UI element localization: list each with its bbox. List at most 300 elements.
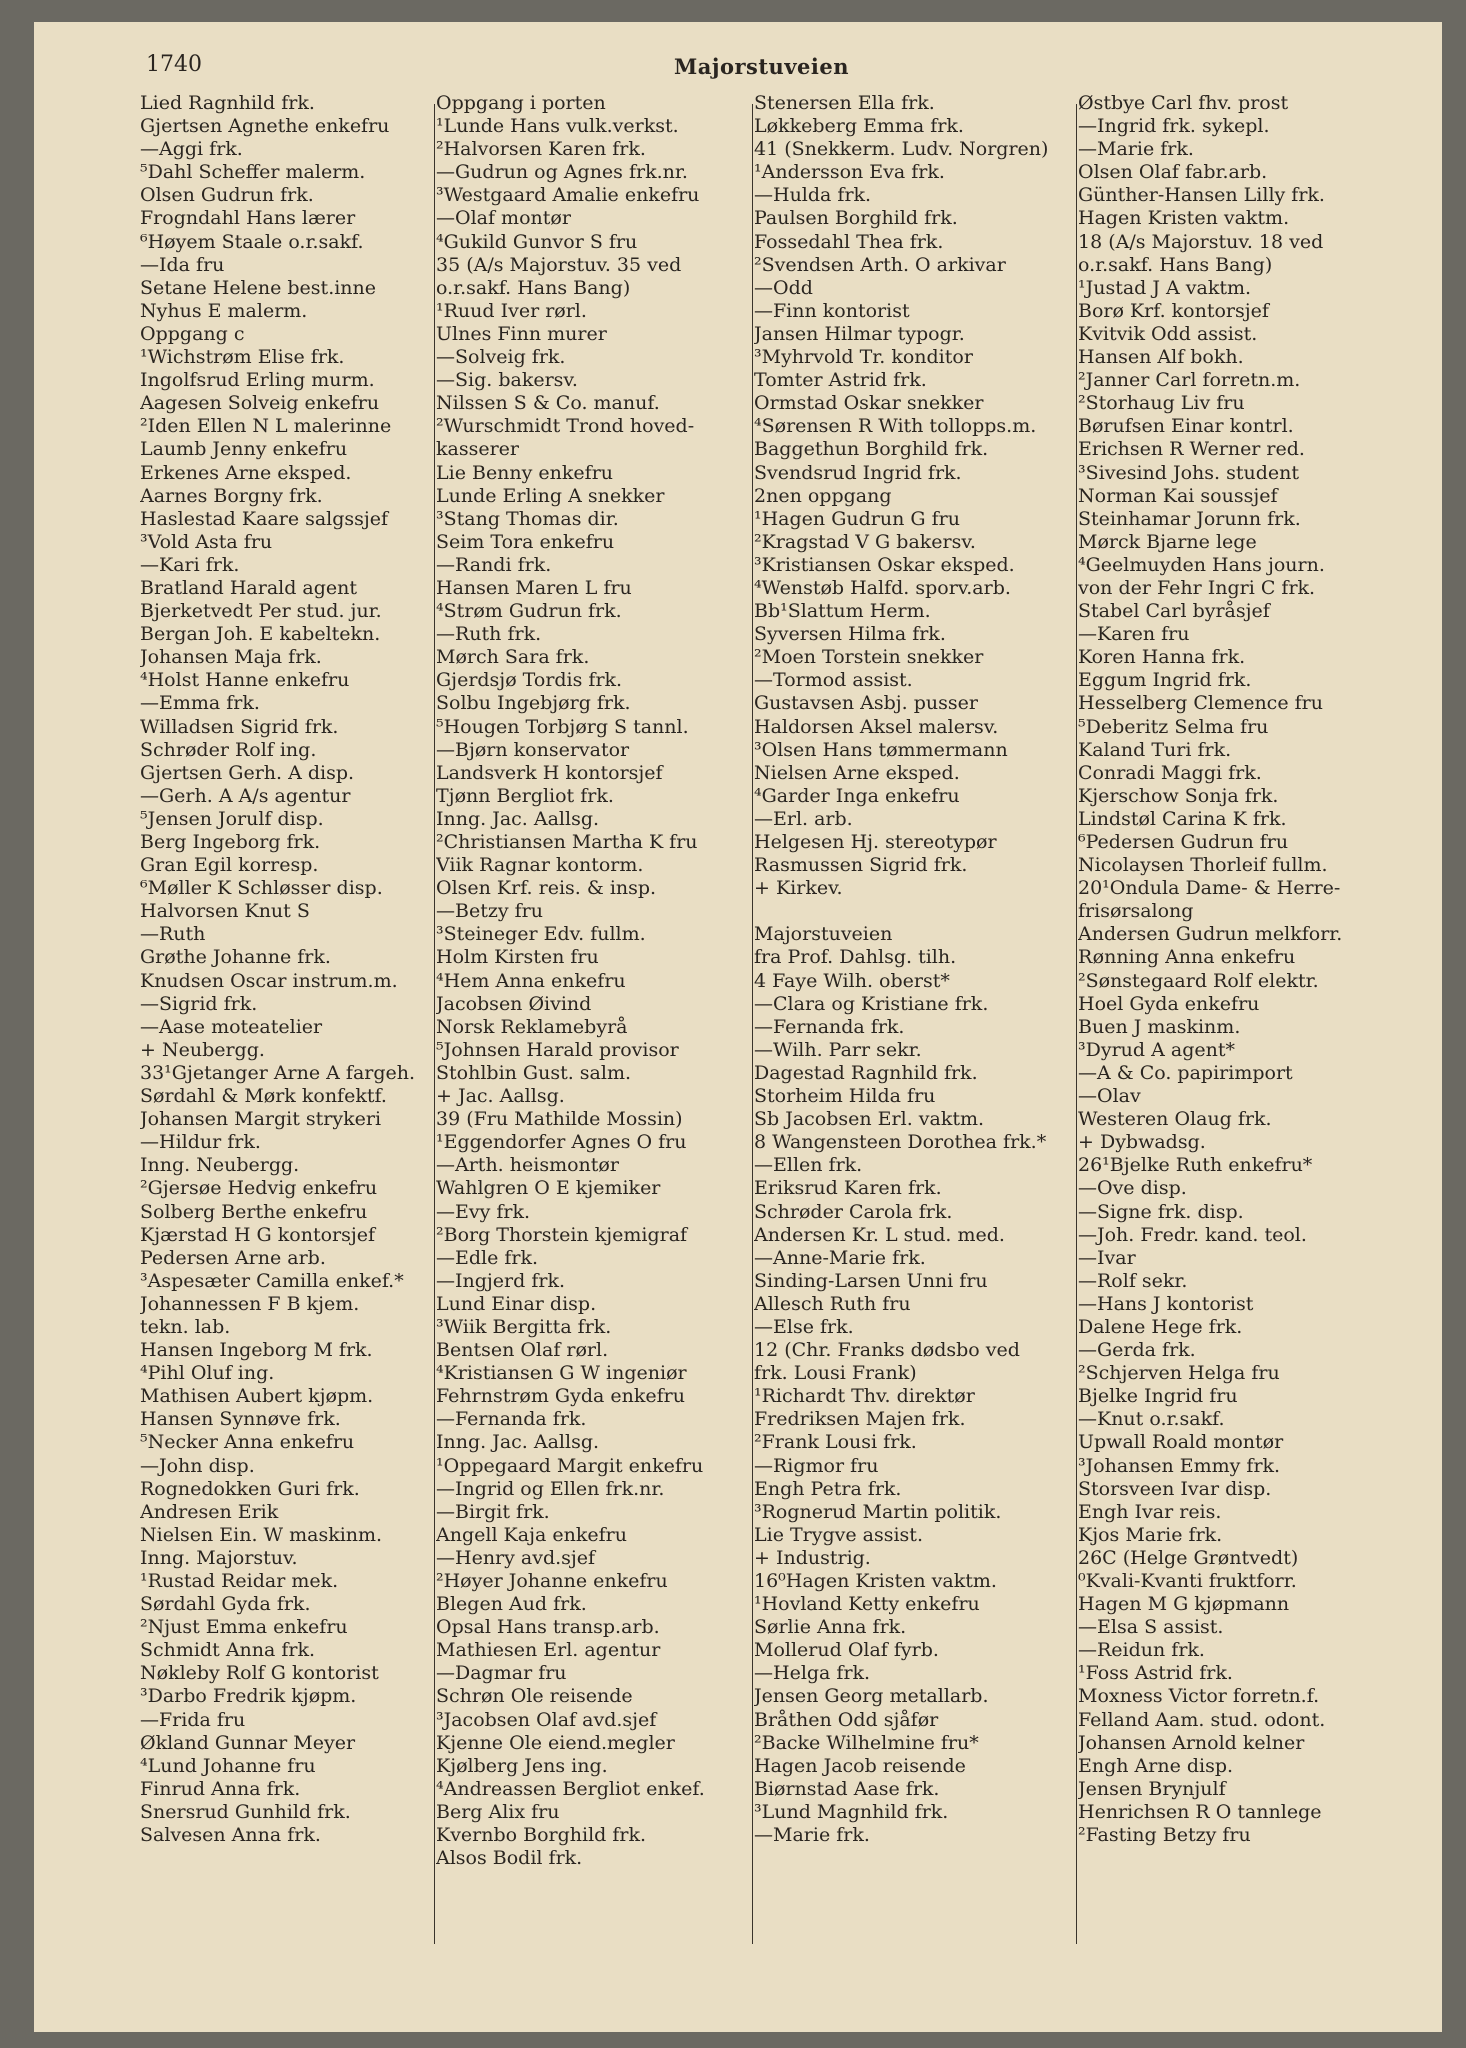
directory-entry: Sørdahl Gyda frk. (140, 1593, 311, 1616)
directory-entry: ⁴Holst Hanne enkefru (140, 669, 350, 692)
directory-entry: + Neubergg. (140, 1038, 265, 1061)
directory-entry: ²Borg Thorstein kjemigraf (436, 1223, 688, 1246)
directory-entry: —Aase moteatelier (140, 1015, 323, 1038)
directory-entry: Engh Petra frk. (754, 1477, 902, 1500)
directory-entry: Andersen Gudrun melkforr. (1078, 923, 1343, 946)
directory-entry: Johannessen F B kjem. (140, 1292, 360, 1315)
directory-entry: Inng. Jac. Aallsg. (436, 807, 600, 830)
directory-entry: 4 Faye Wilh. oberst* (754, 969, 950, 992)
directory-entry: Gjertsen Gerh. A disp. (140, 761, 355, 784)
directory-entry: —Olav (1078, 1085, 1141, 1108)
directory-entry: ⁶Møller K Schløsser disp. (140, 877, 383, 900)
directory-entry: Holm Kirsten fru (436, 946, 599, 969)
directory-entry: —Ellen frk. (754, 1154, 863, 1177)
directory-entry: Nøkleby Rolf G kontorist (140, 1662, 379, 1685)
directory-entry: Ingolfsrud Erling murm. (140, 369, 375, 392)
column-2 (436, 92, 754, 1870)
directory-entry: ²Janner Carl forretn.m. (1078, 369, 1301, 392)
directory-entry: Finrud Anna frk. (140, 1777, 301, 1800)
directory-entry: Schmidt Anna frk. (140, 1639, 316, 1662)
directory-entry: Opsal Hans transp.arb. (436, 1616, 660, 1639)
directory-entry: + Kirkev. (754, 877, 843, 900)
directory-entry: —Gerh. A A/s agentur (140, 784, 351, 807)
directory-entry: Bjerketvedt Per stud. jur. (140, 600, 382, 623)
directory-entry: ²Gjersøe Hedvig enkefru (140, 1177, 378, 1200)
directory-entry: ²Moen Torstein snekker (754, 646, 984, 669)
directory-entry: Kvitvik Odd assist. (1078, 322, 1258, 345)
directory-entry: Østbye Carl fhv. prost (1078, 92, 1289, 114)
directory-entry: —Betzy fru (436, 900, 543, 923)
directory-entry: Oppgang i porten (436, 92, 606, 114)
directory-entry: Paulsen Borghild frk. (754, 207, 958, 230)
directory-entry: ²Sønstegaard Rolf elektr. (1078, 969, 1319, 992)
directory-entry: ³Steineger Edv. fullm. (436, 923, 646, 946)
directory-entry: Rasmussen Sigrid frk. (754, 854, 968, 877)
directory-entry: Kjerschow Sonja frk. (1078, 784, 1279, 807)
directory-entry: Hagen Kristen vaktm. (1078, 207, 1290, 230)
directory-entry: Fredriksen Majen frk. (754, 1408, 966, 1431)
directory-entry: —Emma frk. (140, 692, 260, 715)
directory-entry: ¹Ruud Iver rørl. (436, 299, 587, 322)
directory-entry: Helgesen Hj. stereotypør (754, 831, 997, 853)
directory-entry: Gjerdsjø Tordis frk. (436, 669, 623, 692)
directory-entry: Hansen Alf bokh. (1078, 346, 1244, 369)
directory-entry: frk. Lousi Frank) (754, 1362, 917, 1385)
directory-entry: —Knut o.r.sakf. (1078, 1408, 1225, 1431)
directory-entry: —Erl. arb. (754, 807, 853, 830)
directory-entry: ³Stang Thomas dir. (436, 507, 619, 530)
directory-entry: —Marie frk. (1078, 138, 1194, 161)
directory-entry: Hagen Jacob reisende (754, 1754, 966, 1777)
directory-entry: Haldorsen Aksel malersv. (754, 715, 999, 738)
directory-entry: Fehrnstrøm Gyda enkefru (436, 1385, 685, 1408)
directory-entry: —Ivar (1078, 1246, 1136, 1269)
directory-entry: Berg Alix fru (436, 1800, 560, 1823)
directory-entry: Snersrud Gunhild frk. (140, 1800, 351, 1823)
column-4 (1078, 92, 1378, 1847)
directory-entry: Wahlgren O E kjemiker (436, 1177, 661, 1200)
directory-entry: ¹Oppegaard Margit enkefru (436, 1454, 704, 1477)
directory-entry: Frogndahl Hans lærer (140, 207, 356, 230)
directory-entry: 41 (Snekkerm. Ludv. Norgren) (754, 138, 1049, 161)
directory-entry: —Randi frk. (436, 553, 552, 576)
directory-entry: ⁴Kristiansen G W ingeniør (436, 1362, 687, 1385)
directory-entry: Conradi Maggi frk. (1078, 761, 1262, 784)
directory-entry: Nicolaysen Thorleif fullm. (1078, 854, 1328, 877)
column-3 (754, 92, 1078, 1847)
directory-entry: Biørnstad Aase frk. (754, 1777, 940, 1800)
directory-entry: Børufsen Einar kontrl. (1078, 415, 1294, 438)
directory-entry: ³Jacobsen Olaf avd.sjef (436, 1708, 657, 1731)
directory-entry: ⁵Dahl Scheffer malerm. (140, 161, 366, 184)
directory-entry: Syversen Hilma frk. (754, 623, 946, 646)
directory-entry: Solberg Berthe enkefru (140, 1200, 368, 1223)
directory-entry: —Fernanda frk. (436, 1408, 587, 1431)
directory-entry: Lindstøl Carina K frk. (1078, 807, 1287, 830)
directory-entry: Hansen Maren L fru (436, 576, 632, 599)
directory-entry: ⁴Geelmuyden Hans journ. (1078, 553, 1325, 576)
directory-entry: Fossedahl Thea frk. (754, 230, 944, 253)
directory-entry: 35 (A/s Majorstuv. 35 ved (436, 253, 682, 276)
directory-entry: Koren Hanna frk. (1078, 646, 1246, 669)
column-1 (140, 92, 440, 1847)
directory-entry: ⁴Sørensen R With tollopps.m. (754, 415, 1037, 438)
directory-entry: Haslestad Kaare salgssjef (140, 507, 389, 530)
directory-entry: fra Prof. Dahlsg. tilh. (754, 946, 957, 969)
directory-entry: Mollerud Olaf fyrb. (754, 1639, 939, 1662)
directory-entry: o.r.sakf. Hans Bang) (1078, 253, 1273, 276)
directory-entry: —A & Co. papirimport (1078, 1061, 1293, 1084)
directory-entry: Jensen Georg metallarb. (754, 1685, 989, 1708)
directory-entry: Rognedokken Guri frk. (140, 1477, 360, 1500)
directory-entry: Inng. Neubergg. (140, 1154, 300, 1177)
directory-entry: Stenersen Ella frk. (754, 92, 935, 114)
directory-entry: ³Vold Asta fru (140, 530, 273, 553)
directory-entry: ⁵Johnsen Harald provisor (436, 1038, 679, 1061)
directory-entry: ³Johansen Emmy frk. (1078, 1454, 1281, 1477)
directory-entry: frisørsalong (1078, 900, 1194, 923)
directory-entry: Ulnes Finn murer (436, 322, 607, 345)
directory-entry: Dagestad Ragnhild frk. (754, 1061, 978, 1084)
directory-entry: Engh Arne disp. (1078, 1754, 1234, 1777)
directory-entry: ⁵Necker Anna enkefru (140, 1431, 355, 1454)
directory-entry: ⁶Pedersen Gudrun fru (1078, 831, 1289, 853)
directory-entry: Lied Ragnhild frk. (140, 92, 315, 114)
directory-entry: Olsen Olaf fabr.arb. (1078, 161, 1268, 184)
directory-entry: —Sig. bakersv. (436, 369, 578, 392)
directory-entry: Johansen Maja frk. (140, 646, 322, 669)
directory-entry: ⁵Hougen Torbjørg S tannl. (436, 715, 689, 738)
directory-entry: ¹Lunde Hans vulk.verkst. (436, 115, 679, 138)
directory-entry: ⁴Garder Inga enkefru (754, 784, 960, 807)
directory-entry: Angell Kaja enkefru (436, 1523, 627, 1546)
directory-entry: 16⁰Hagen Kristen vaktm. (754, 1570, 997, 1592)
directory-entry: ³Rognerud Martin politik. (754, 1500, 1002, 1523)
directory-entry: Olsen Gudrun frk. (140, 184, 314, 207)
directory-entry: ²Svendsen Arth. O arkivar (754, 253, 1006, 276)
directory-entry: Schrøder Carola frk. (754, 1200, 953, 1223)
directory-entry: Hansen Synnøve frk. (140, 1408, 341, 1431)
directory-entry: Johansen Margit strykeri (140, 1108, 382, 1131)
directory-entry: Majorstuveien (754, 923, 893, 946)
directory-entry: —Edle frk. (436, 1246, 539, 1269)
directory-entry: tekn. lab. (140, 1315, 231, 1338)
directory-entry: —Ruth (140, 923, 206, 946)
directory-entry: —Bjørn konservator (436, 738, 630, 761)
directory-entry: Grøthe Johanne frk. (140, 946, 331, 969)
directory-entry: —Hans J kontorist (1078, 1292, 1254, 1315)
directory-entry: Willadsen Sigrid frk. (140, 715, 339, 738)
directory-entry: ⁰Kvali-Kvanti fruktforr. (1078, 1570, 1297, 1592)
directory-entry: ⁵Deberitz Selma fru (1078, 715, 1269, 738)
directory-entry: ²Iden Ellen N L malerinne (140, 415, 392, 438)
directory-entry: ⁴Lund Johanne fru (140, 1754, 316, 1777)
directory-entry: Kaland Turi frk. (1078, 738, 1232, 761)
directory-entry: Lie Benny enkefru (436, 461, 614, 484)
directory-entry: ³Lund Magnhild frk. (754, 1800, 949, 1823)
directory-entry: —Aggi frk. (140, 138, 243, 161)
directory-entry: ¹Richardt Thv. direktør (754, 1385, 975, 1408)
directory-entry: Borø Krf. kontorsjef (1078, 299, 1269, 322)
directory-entry: von der Fehr Ingri C frk. (1078, 576, 1316, 599)
directory-entry: Hansen Ingeborg M frk. (140, 1339, 373, 1362)
directory-entry: —Frida fru (140, 1708, 246, 1731)
directory-entry: Kjærstad H G kontorsjef (140, 1223, 376, 1246)
directory-entry: Storheim Hilda fru (754, 1085, 936, 1108)
directory-entry: + Jac. Aallsg. (436, 1085, 565, 1108)
directory-entry: Rønning Anna enkefru (1078, 946, 1296, 969)
directory-entry: —Clara og Kristiane frk. (754, 992, 989, 1015)
directory-entry: ³Olsen Hans tømmermann (754, 738, 1008, 761)
directory-entry: Hesselberg Clemence fru (1078, 692, 1323, 715)
directory-entry: Eriksrud Karen frk. (754, 1177, 942, 1200)
directory-entry: ¹Hagen Gudrun G fru (754, 507, 960, 530)
directory-entry: Buen J maskinm. (1078, 1015, 1241, 1038)
directory-entry: Knudsen Oscar instrum.m. (140, 969, 398, 992)
directory-entry: 2nen oppgang (754, 484, 892, 507)
directory-entry: Løkkeberg Emma frk. (754, 115, 964, 138)
directory-entry: 26¹Bjelke Ruth enkefru* (1078, 1154, 1313, 1177)
directory-entry: Nilssen S & Co. manuf. (436, 392, 660, 415)
directory-entry: ³Myhrvold Tr. konditor (754, 346, 973, 369)
directory-entry: ³Westgaard Amalie enkefru (436, 184, 700, 207)
directory-entry: Allesch Ruth fru (754, 1292, 911, 1315)
directory-entry: Bratland Harald agent (140, 576, 358, 599)
directory-entry: Nielsen Ein. W maskinm. (140, 1523, 383, 1546)
directory-entry: Eggum Ingrid frk. (1078, 669, 1252, 692)
directory-entry: Baggethun Borghild frk. (754, 438, 989, 461)
directory-entry: Lunde Erling A snekker (436, 484, 665, 507)
directory-entry: ³Dyrud A agent* (1078, 1038, 1235, 1061)
directory-entry: ¹Wichstrøm Elise frk. (140, 346, 345, 369)
directory-entry: ⁴Gukild Gunvor S fru (436, 230, 638, 253)
directory-entry: Tjønn Bergliot frk. (436, 784, 614, 807)
directory-entry: ⁴Wenstøb Halfd. sporv.arb. (754, 576, 1011, 599)
directory-entry: Steinhamar Jorunn frk. (1078, 507, 1301, 530)
directory-entry: Gjertsen Agnethe enkefru (140, 115, 390, 138)
directory-entry: ¹Andersson Eva frk. (754, 161, 945, 184)
directory-entry: 8 Wangensteen Dorothea frk.* (754, 1131, 1047, 1154)
directory-entry: Sørdahl & Mørk konfektf. (140, 1085, 387, 1108)
directory-entry: Dalene Hege frk. (1078, 1315, 1243, 1338)
directory-entry: Mørck Bjarne lege (1078, 530, 1257, 553)
directory-entry: ⁶Høyem Staale o.r.sakf. (140, 230, 364, 253)
directory-entry: Olsen Krf. reis. & insp. (436, 877, 657, 900)
directory-entry: —Hildur frk. (140, 1131, 261, 1154)
directory-entry: Svendsrud Ingrid frk. (754, 461, 962, 484)
directory-entry: Inng. Majorstuv. (140, 1546, 298, 1569)
directory-entry: —Hulda frk. (754, 184, 872, 207)
directory-entry: ¹Hovland Ketty enkefru (754, 1593, 980, 1616)
directory-entry: —Ruth frk. (436, 623, 542, 646)
directory-entry: Moxness Victor forretn.f. (1078, 1685, 1320, 1708)
directory-entry: —Evy frk. (436, 1200, 531, 1223)
directory-entry: + Dybwadsg. (1078, 1131, 1206, 1154)
directory-entry: Hoel Gyda enkefru (1078, 992, 1260, 1015)
directory-entry: Landsverk H kontorsjef (436, 761, 663, 784)
directory-entry: Upwall Roald montør (1078, 1431, 1284, 1454)
directory-entry: Andersen Kr. L stud. med. (754, 1223, 1005, 1246)
directory-entry: —Tormod assist. (754, 669, 913, 692)
directory-entry: Hagen M G kjøpmann (1078, 1593, 1290, 1616)
directory-entry: —Helga frk. (754, 1662, 871, 1685)
directory-entry: —Else frk. (754, 1315, 854, 1338)
directory-entry: ⁴Pihl Oluf ing. (140, 1362, 275, 1385)
directory-entry: Norman Kai soussjef (1078, 484, 1278, 507)
directory-entry: Nyhus E malerm. (140, 299, 308, 322)
directory-entry: —Joh. Fredr. kand. teol. (1078, 1223, 1307, 1246)
directory-entry: 18 (A/s Majorstuv. 18 ved (1078, 230, 1324, 253)
directory-entry: Erichsen R Werner red. (1078, 438, 1305, 461)
directory-entry: Stabel Carl byråsjef (1078, 600, 1270, 623)
directory-entry: Mathiesen Erl. agentur (436, 1639, 661, 1662)
directory-entry: kasserer (436, 438, 519, 461)
directory-entry: —Fernanda frk. (754, 1015, 905, 1038)
directory-entry: —Wilh. Parr sekr. (754, 1038, 922, 1061)
page-number: 1740 (146, 52, 202, 77)
directory-entry: Erkenes Arne eksped. (140, 461, 352, 484)
directory-entry: Engh Ivar reis. (1078, 1500, 1222, 1523)
directory-entry: —Karen fru (1078, 623, 1190, 646)
directory-entry: ²Halvorsen Karen frk. (436, 138, 646, 161)
directory-entry: Jensen Brynjulf (1078, 1777, 1226, 1800)
directory-entry: Viik Ragnar kontorm. (436, 854, 644, 877)
directory-entry: —Signe frk. disp. (1078, 1200, 1244, 1223)
directory-entry: —Henry avd.sjef (436, 1546, 596, 1569)
directory-entry: 33¹Gjetanger Arne A fargeh. (140, 1061, 416, 1084)
directory-entry: Henrichsen R O tannlege (1078, 1800, 1322, 1823)
directory-entry: Inng. Jac. Aallsg. (436, 1431, 600, 1454)
directory-entry: —Kari frk. (140, 553, 240, 576)
directory-entry: ⁴Strøm Gudrun frk. (436, 600, 622, 623)
directory-entry: Johansen Arnold kelner (1078, 1731, 1305, 1754)
directory-entry: ²Schjerven Helga fru (1078, 1362, 1280, 1385)
directory-entry: ²Backe Wilhelmine fru* (754, 1731, 979, 1754)
directory-entry: Kjos Marie frk. (1078, 1523, 1223, 1546)
directory-entry: Oppgang c (140, 322, 245, 345)
directory-entry: Ormstad Oskar snekker (754, 392, 984, 415)
directory-entry: 20¹Ondula Dame- & Herre- (1078, 877, 1341, 900)
directory-entry: —Odd (754, 276, 813, 299)
directory-entry: ¹Rustad Reidar mek. (140, 1570, 339, 1592)
directory-entry: —Birgit frk. (436, 1500, 550, 1523)
directory-entry: —Ove disp. (1078, 1177, 1187, 1200)
directory-entry: + Industrig. (754, 1546, 871, 1569)
directory-entry: Salvesen Anna frk. (140, 1824, 321, 1847)
directory-entry: Gran Egil korresp. (140, 854, 319, 877)
directory-entry: Sb Jacobsen Erl. vaktm. (754, 1108, 985, 1131)
directory-entry: —Marie frk. (754, 1824, 870, 1847)
directory-entry: Lund Einar disp. (436, 1292, 597, 1315)
directory-entry: o.r.sakf. Hans Bang) (436, 276, 631, 299)
directory-entry: ²Storhaug Liv fru (1078, 392, 1245, 415)
directory-entry: ⁴Andreassen Bergliot enkef. (436, 1777, 705, 1800)
directory-entry: ⁵Jensen Jorulf disp. (140, 807, 324, 830)
directory-entry: Sørlie Anna frk. (754, 1616, 907, 1639)
directory-entry: Halvorsen Knut S (140, 900, 310, 923)
directory-entry: —Gerda frk. (1078, 1339, 1196, 1362)
directory-entry: Seim Tora enkefru (436, 530, 615, 553)
directory-entry: —Olaf montør (436, 207, 571, 230)
directory-entry: ¹Foss Astrid frk. (1078, 1662, 1233, 1685)
directory-entry: —Anne-Marie frk. (754, 1246, 926, 1269)
directory-entry: Gustavsen Asbj. pusser (754, 692, 978, 715)
directory-entry: Kjølberg Jens ing. (436, 1754, 608, 1777)
directory-entry: ²Kragstad V G bakersv. (754, 530, 976, 553)
directory-entry: Stohlbin Gust. salm. (436, 1061, 632, 1084)
directory-entry: ²Christiansen Martha K fru (436, 831, 698, 853)
directory-entry: Mathisen Aubert kjøpm. (140, 1385, 374, 1408)
directory-entry: Kvernbo Borghild frk. (436, 1824, 647, 1847)
directory-entry: Bråthen Odd sjåfør (754, 1708, 939, 1731)
directory-entry (754, 900, 1078, 923)
directory-entry: ²Njust Emma enkefru (140, 1616, 348, 1639)
directory-entry: —Ida fru (140, 253, 225, 276)
directory-entry: Bb¹Slattum Herm. (754, 600, 931, 623)
directory-entry: —Dagmar fru (436, 1662, 567, 1685)
page-title: Majorstuveien (674, 54, 849, 79)
directory-entry: —Ingrid frk. sykepl. (1078, 115, 1270, 138)
directory-entry: ¹Justad J A vaktm. (1078, 276, 1252, 299)
directory-entry: Alsos Bodil frk. (436, 1847, 583, 1870)
directory-entry: —Gudrun og Agnes frk.nr. (436, 161, 688, 184)
directory-entry: Bergan Joh. E kabeltekn. (140, 623, 381, 646)
directory-entry: Aagesen Solveig enkefru (140, 392, 380, 415)
directory-entry: Jacobsen Øivind (436, 992, 592, 1015)
directory-entry: Laumb Jenny enkefru (140, 438, 348, 461)
directory-entry: Sinding-Larsen Unni fru (754, 1269, 988, 1292)
directory-entry: Nielsen Arne eksped. (754, 761, 960, 784)
directory-entry: Kjenne Ole eiend.megler (436, 1731, 675, 1754)
directory-entry: Mørch Sara frk. (436, 646, 590, 669)
directory-entry: Blegen Aud frk. (436, 1593, 587, 1616)
directory-entry: Storsveen Ivar disp. (1078, 1477, 1272, 1500)
directory-entry: ²Høyer Johanne enkefru (436, 1570, 668, 1592)
directory-entry: Pedersen Arne arb. (140, 1246, 326, 1269)
directory-entry: Günther-Hansen Lilly frk. (1078, 184, 1325, 207)
directory-page (34, 22, 1442, 2032)
directory-entry: —Ingjerd frk. (436, 1269, 565, 1292)
directory-entry: —Ingrid og Ellen frk.nr. (436, 1477, 665, 1500)
directory-entry: ³Darbo Fredrik kjøpm. (140, 1685, 357, 1708)
directory-entry: —Finn kontorist (754, 299, 910, 322)
directory-entry: Andresen Erik (140, 1500, 279, 1523)
directory-entry: ³Wiik Bergitta frk. (436, 1315, 612, 1338)
directory-entry: Setane Helene best.inne (140, 276, 377, 299)
directory-entry: Westeren Olaug frk. (1078, 1108, 1272, 1131)
directory-entry: Bjelke Ingrid fru (1078, 1385, 1238, 1408)
directory-entry: —John disp. (140, 1454, 255, 1477)
directory-entry: ²Fasting Betzy fru (1078, 1824, 1251, 1847)
directory-entry: —Rigmor fru (754, 1454, 879, 1477)
directory-entry: Felland Aam. stud. odont. (1078, 1708, 1326, 1731)
directory-entry: ²Wurschmidt Trond hoved- (436, 415, 695, 438)
directory-entry: —Solveig frk. (436, 346, 566, 369)
directory-entry: Jansen Hilmar typogr. (754, 322, 965, 345)
directory-entry: Solbu Ingebjørg frk. (436, 692, 631, 715)
directory-entry: Aarnes Borgny frk. (140, 484, 323, 507)
directory-entry: Bentsen Olaf rørl. (436, 1339, 609, 1362)
directory-entry: Berg Ingeborg frk. (140, 831, 321, 853)
directory-entry: Lie Trygve assist. (754, 1523, 923, 1546)
directory-entry: ³Kristiansen Oskar eksped. (754, 553, 1015, 576)
directory-entry: 26C (Helge Grøntvedt) (1078, 1546, 1299, 1569)
directory-entry: —Arth. heismontør (436, 1154, 619, 1177)
directory-entry: 12 (Chr. Franks dødsbo ved (754, 1339, 1020, 1362)
directory-entry: —Sigrid frk. (140, 992, 258, 1015)
directory-entry: ³Sivesind Johs. student (1078, 461, 1299, 484)
directory-entry: Tomter Astrid frk. (754, 369, 927, 392)
